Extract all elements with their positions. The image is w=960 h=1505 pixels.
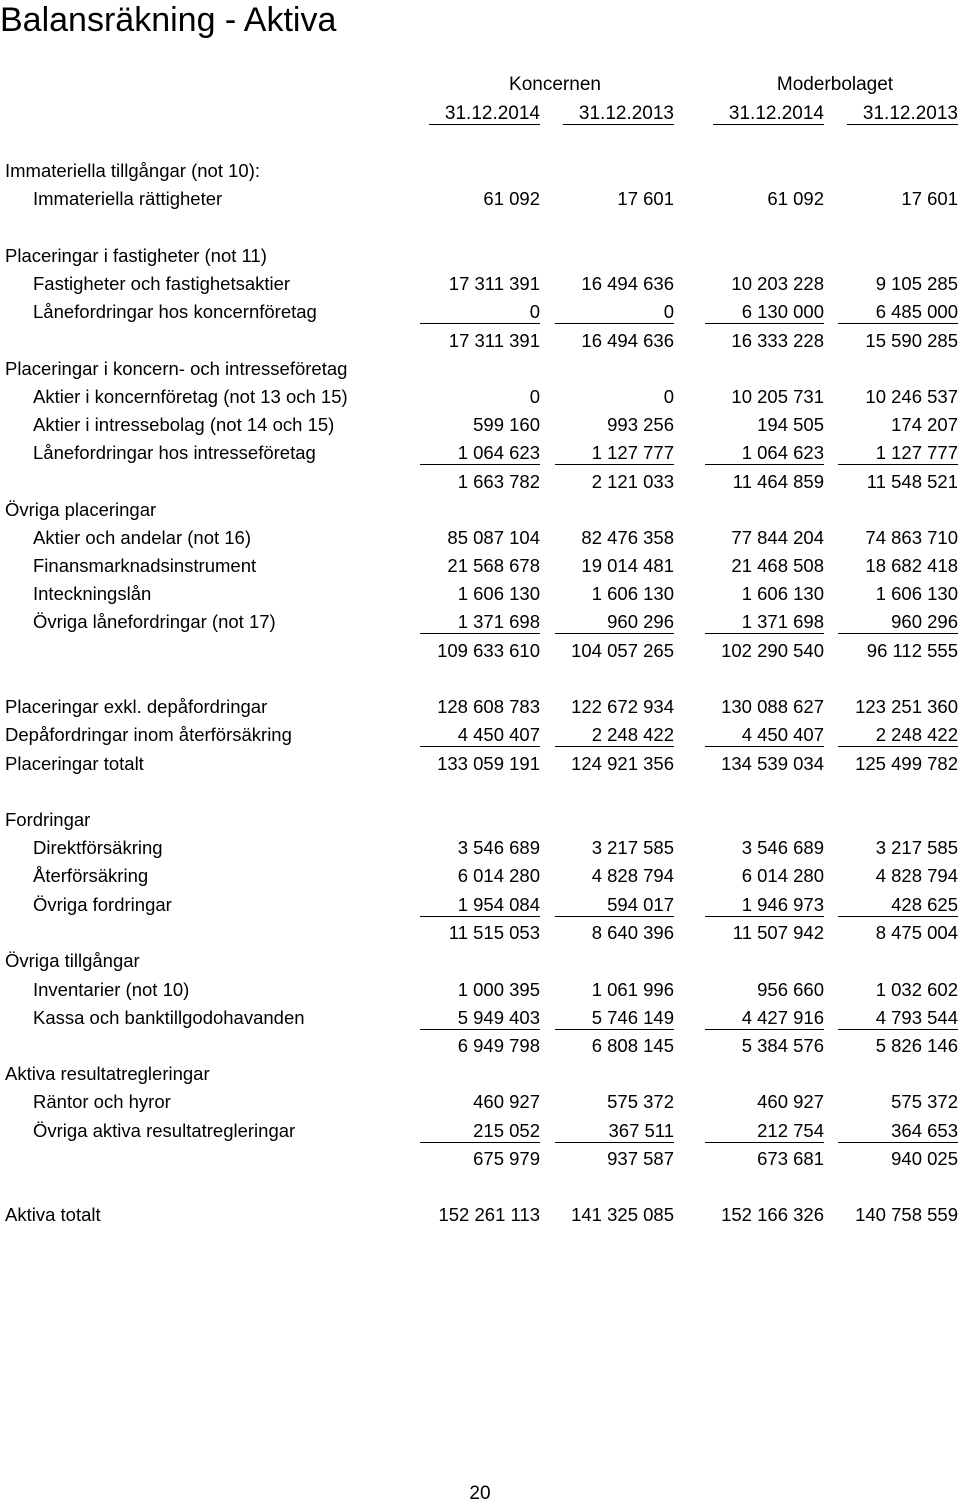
value-cell: 5 746 149 — [555, 1004, 674, 1032]
row-label: Övriga fordringar — [33, 894, 172, 915]
row-label: Immateriella rättigheter — [33, 188, 223, 209]
value-cell: 4 828 794 — [591, 865, 674, 886]
table-row — [0, 552, 960, 580]
row-label: Övriga aktiva resultatregleringar — [33, 1120, 296, 1141]
row-label: Kassa och banktillgodohavanden — [33, 1007, 305, 1028]
value-cell: 460 927 — [757, 1091, 824, 1112]
value-cell: 215 052 — [420, 1117, 540, 1145]
value-cell: 133 059 191 — [437, 753, 540, 774]
group-header-koncernen: Koncernen — [509, 74, 601, 95]
value-cell: 74 863 710 — [865, 527, 958, 548]
value-cell: 1 954 084 — [420, 891, 540, 919]
table-row — [0, 891, 960, 919]
table-row — [0, 1060, 960, 1088]
value-cell: 11 464 859 — [732, 471, 824, 492]
date-header-3: 31.12.2014 — [705, 103, 824, 125]
value-cell: 123 251 360 — [855, 696, 958, 717]
row-label: Övriga lånefordringar (not 17) — [33, 611, 276, 632]
row-label: Räntor och hyror — [33, 1091, 171, 1112]
row-label: Aktier i koncernföretag (not 13 och 15) — [33, 386, 348, 407]
table-row — [0, 1117, 960, 1145]
value-cell: 122 672 934 — [571, 696, 674, 717]
value-cell: 6 130 000 — [705, 298, 824, 326]
value-cell: 11 515 053 — [448, 922, 540, 943]
table-row — [0, 862, 960, 890]
value-cell: 1 606 130 — [457, 583, 540, 604]
table-row — [0, 185, 960, 213]
value-cell: 82 476 358 — [581, 527, 674, 548]
value-cell: 5 949 403 — [420, 1004, 540, 1032]
table-row — [0, 383, 960, 411]
value-cell: 6 949 798 — [457, 1035, 540, 1056]
value-cell: 6 014 280 — [457, 865, 540, 886]
value-cell: 17 601 — [617, 188, 674, 209]
value-cell: 10 203 228 — [731, 273, 824, 294]
value-cell: 16 494 636 — [581, 273, 674, 294]
value-cell: 18 682 418 — [865, 555, 958, 576]
value-cell: 104 057 265 — [571, 640, 674, 661]
value-cell: 940 025 — [891, 1148, 958, 1169]
value-cell: 130 088 627 — [721, 696, 824, 717]
value-cell: 428 625 — [838, 891, 958, 919]
table-row — [0, 947, 960, 975]
table-row — [0, 157, 960, 185]
table-row — [0, 439, 960, 467]
row-label: Fastigheter och fastighetsaktier — [33, 273, 291, 294]
value-cell: 673 681 — [757, 1148, 824, 1169]
value-cell: 1 127 777 — [555, 439, 674, 467]
value-cell: 675 979 — [473, 1148, 540, 1169]
row-label: Aktier i intressebolag (not 14 och 15) — [33, 414, 335, 435]
value-cell: 140 758 559 — [855, 1204, 958, 1225]
value-cell: 364 653 — [838, 1117, 958, 1145]
value-cell: 174 207 — [891, 414, 958, 435]
value-cell: 960 296 — [555, 608, 674, 636]
value-cell: 0 — [663, 386, 674, 407]
row-label: Placeringar i koncern- och intresseföretag — [5, 358, 348, 379]
table-row — [0, 496, 960, 524]
row-label: Lånefordringar hos intresseföretag — [33, 442, 316, 463]
value-cell: 124 921 356 — [571, 753, 674, 774]
value-cell: 599 160 — [473, 414, 540, 435]
value-cell: 8 475 004 — [875, 922, 958, 943]
row-label: Aktier och andelar (not 16) — [33, 527, 252, 548]
value-cell: 17 311 391 — [448, 273, 540, 294]
table-row — [0, 693, 960, 721]
value-cell: 194 505 — [757, 414, 824, 435]
value-cell: 16 494 636 — [581, 330, 674, 351]
value-cell: 4 450 407 — [420, 721, 540, 749]
table-row — [0, 637, 960, 665]
value-cell: 3 217 585 — [591, 837, 674, 858]
row-label: Placeringar exkl. depåfordringar — [5, 696, 268, 717]
value-cell: 1 371 698 — [705, 608, 824, 636]
value-cell: 109 633 610 — [437, 640, 540, 661]
table-row — [0, 242, 960, 270]
value-cell: 956 660 — [757, 979, 824, 1000]
table-row — [0, 411, 960, 439]
value-cell: 16 333 228 — [731, 330, 824, 351]
value-cell: 21 568 678 — [447, 555, 540, 576]
date-header-1: 31.12.2014 — [420, 103, 540, 125]
table-row — [0, 806, 960, 834]
value-cell: 128 608 783 — [437, 696, 540, 717]
value-cell: 17 311 391 — [448, 330, 540, 351]
table-row — [0, 919, 960, 947]
table-row — [0, 608, 960, 636]
table-row — [0, 834, 960, 862]
value-cell: 85 087 104 — [447, 527, 540, 548]
table-row — [0, 468, 960, 496]
group-header-moderbolaget: Moderbolaget — [776, 74, 894, 95]
value-cell: 0 — [555, 298, 674, 326]
value-cell: 4 427 916 — [705, 1004, 824, 1032]
value-cell: 11 507 942 — [732, 922, 824, 943]
value-cell: 61 092 — [767, 188, 824, 209]
table-row — [0, 298, 960, 326]
table-row — [0, 1145, 960, 1173]
table-row — [0, 355, 960, 383]
value-cell: 3 217 585 — [875, 837, 958, 858]
value-cell: 4 793 544 — [838, 1004, 958, 1032]
value-cell: 1 606 130 — [591, 583, 674, 604]
value-cell: 2 248 422 — [838, 721, 958, 749]
value-cell: 11 548 521 — [866, 471, 958, 492]
row-label: Placeringar i fastigheter (not 11) — [5, 245, 267, 266]
value-cell: 1 032 602 — [875, 979, 958, 1000]
table-row — [0, 750, 960, 778]
table-row — [0, 976, 960, 1004]
value-cell: 96 112 555 — [866, 640, 958, 661]
row-label: Aktiva resultatregleringar — [5, 1063, 210, 1084]
table-row — [0, 721, 960, 749]
row-label: Fordringar — [5, 809, 91, 830]
value-cell: 1 061 996 — [591, 979, 674, 1000]
value-cell: 594 017 — [555, 891, 674, 919]
value-cell: 17 601 — [901, 188, 958, 209]
row-label: Finansmarknadsinstrument — [33, 555, 257, 576]
value-cell: 1 606 130 — [741, 583, 824, 604]
value-cell: 102 290 540 — [721, 640, 824, 661]
value-cell: 575 372 — [891, 1091, 958, 1112]
date-header-2: 31.12.2013 — [555, 103, 674, 125]
value-cell: 152 166 326 — [721, 1204, 824, 1225]
value-cell: 3 546 689 — [741, 837, 824, 858]
row-label: Inteckningslån — [33, 583, 152, 604]
row-label: Övriga placeringar — [5, 499, 157, 520]
value-cell: 575 372 — [607, 1091, 674, 1112]
row-label: Återförsäkring — [33, 865, 149, 886]
value-cell: 1 663 782 — [457, 471, 540, 492]
value-cell: 141 325 085 — [571, 1204, 674, 1225]
value-cell: 6 014 280 — [741, 865, 824, 886]
value-cell: 4 450 407 — [705, 721, 824, 749]
row-label: Direktförsäkring — [33, 837, 163, 858]
value-cell: 77 844 204 — [731, 527, 824, 548]
row-label: Aktiva totalt — [5, 1204, 101, 1225]
value-cell: 152 261 113 — [438, 1204, 540, 1225]
value-cell: 993 256 — [607, 414, 674, 435]
date-header-4: 31.12.2013 — [838, 103, 958, 125]
row-label: Placeringar totalt — [5, 753, 144, 774]
value-cell: 6 485 000 — [838, 298, 958, 326]
value-cell: 367 511 — [555, 1117, 674, 1145]
value-cell: 9 105 285 — [875, 273, 958, 294]
value-cell: 1 946 973 — [705, 891, 824, 919]
value-cell: 1 606 130 — [875, 583, 958, 604]
value-cell: 5 384 576 — [741, 1035, 824, 1056]
value-cell: 21 468 508 — [731, 555, 824, 576]
table-row — [0, 580, 960, 608]
value-cell: 1 127 777 — [838, 439, 958, 467]
row-label: Inventarier (not 10) — [33, 979, 190, 1000]
value-cell: 10 205 731 — [731, 386, 824, 407]
value-cell: 960 296 — [838, 608, 958, 636]
value-cell: 1 371 698 — [420, 608, 540, 636]
value-cell: 212 754 — [705, 1117, 824, 1145]
page-title: Balansräkning - Aktiva — [0, 1, 337, 39]
value-cell: 0 — [420, 298, 540, 326]
value-cell: 0 — [529, 386, 540, 407]
value-cell: 15 590 285 — [865, 330, 958, 351]
value-cell: 19 014 481 — [581, 555, 674, 576]
value-cell: 1 064 623 — [705, 439, 824, 467]
table-row — [0, 1201, 960, 1229]
table-row — [0, 524, 960, 552]
value-cell: 61 092 — [483, 188, 540, 209]
row-label: Immateriella tillgångar (not 10): — [5, 160, 260, 181]
value-cell: 125 499 782 — [855, 753, 958, 774]
value-cell: 937 587 — [607, 1148, 674, 1169]
table-row — [0, 1032, 960, 1060]
row-label: Depåfordringar inom återförsäkring — [5, 724, 292, 745]
table-row — [0, 1004, 960, 1032]
value-cell: 5 826 146 — [875, 1035, 958, 1056]
value-cell: 4 828 794 — [875, 865, 958, 886]
row-label: Lånefordringar hos koncernföretag — [33, 301, 317, 322]
value-cell: 1 064 623 — [420, 439, 540, 467]
table-row — [0, 270, 960, 298]
value-cell: 460 927 — [473, 1091, 540, 1112]
value-cell: 2 248 422 — [555, 721, 674, 749]
table-row — [0, 327, 960, 355]
value-cell: 134 539 034 — [721, 753, 824, 774]
value-cell: 3 546 689 — [457, 837, 540, 858]
table-row — [0, 1088, 960, 1116]
value-cell: 2 121 033 — [591, 471, 674, 492]
value-cell: 8 640 396 — [591, 922, 674, 943]
value-cell: 6 808 145 — [591, 1035, 674, 1056]
value-cell: 1 000 395 — [457, 979, 540, 1000]
row-label: Övriga tillgångar — [5, 950, 140, 971]
page-number: 20 — [469, 1483, 491, 1504]
value-cell: 10 246 537 — [865, 386, 958, 407]
